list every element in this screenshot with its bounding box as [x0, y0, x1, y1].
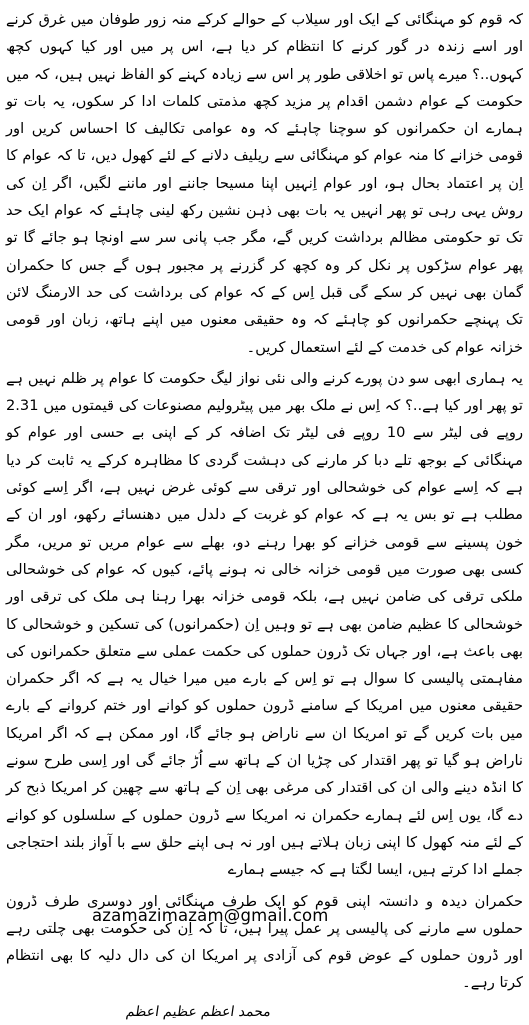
author-byline [6, 999, 523, 1025]
article [6, 6, 523, 1025]
author-email: azamazimazam@gmail.com [92, 906, 329, 925]
article-paragraph-3: حکمران دیدہ و دانستہ اپنی قوم کو ایک طرف مہنگائی اور دوسری طرف ڈرون حملوں سے مارنے کی پالیسی پر عمل پیرا ہیں، تا کہ اِن کی حکومت بھی چلتی رہے اور ڈرون حملوں کے عوض قوم کی آزادی پر امریکا ان کی دال دلیہ کا بھی انتظام کرتا رہے۔ [6, 892, 523, 992]
article-paragraph-1: کہ قوم کو مہنگائی کے ایک اور سیلاب کے حوالے کرکے منہ زور طوفان میں غرق کرنے اور اسے زندہ در گور کرنے کا انتظام کر دیا ہے، اس پر میں اور کیا کہوں کچھ کہوں..؟ میرے پاس تو اخلاقی طور پر اس سے زیادہ کہنے کو الفاظ نہیں ہیں، کہ میں حکومت کے عوام دشمن اقدام پر مزید کچھ مذمتی کلمات ادا کر سکوں، یہ بات تو ہمارے ان حکمرانوں کو سوچنا چاہئے کہ وہ عوامی تکالیف کا احساس کریں اور قومی خزانے کا منہ عوام کو مہنگائی سے ریلیف دلانے کے لئے کھول دیں، تا کہ عوام کا اِن پر اعتماد بحال ہو، اور عوام اِنہیں اپنا مسیحا جاننے اور ماننے لگیں، اگر اِن کی روش یہی رہی تو پھر انہیں یہ بات بھی ذہن نشین رکھ لینی چاہئے کہ عوام ایک حد تک تو حکومتی مظالم برداشت کریں گے، مگر جب پانی سر سے اونچا ہو جائے گا تو پھر عوام سڑکوں پر نکل کر وہ کچھ کر گزرنے پر مجبور ہوں گے جس کا حکمران گمان بھی نہیں کر سکے گی قبل اِس کے کہ عوام کی برداشت کی حد الارمنگ لائن تک پہنچے حکمرانوں کو چاہئے کہ وہ حقیقی معنوں میں اپنے ہاتھ، زبان اور قومی خزانہ عوام کی خدمت کے لئے استعمال کریں۔ [6, 11, 523, 356]
author-name: محمد اعظم عظیم اعظم [124, 1003, 272, 1020]
article-paragraph-2: یہ ہماری ابھی سو دن پورے کرنے والی نئی نواز لیگ حکومت کا عوام پر ظلم نہیں ہے تو پھر اور کیا ہے..؟ کہ اِس نے ملک بھر میں پیٹرولیم مصنوعات کی قیمتوں میں 2.31 روپے فی لیٹر سے 10 روپے فی لیٹر تک اضافہ کر کے اپنی بے حسی اور عوام کو مہنگائی کے بوجھ تلے دبا کر مارنے کی دہشت گردی کا مظاہرہ کرکے یہ ثابت کر دیا ہے کہ اِسے عوام کی خوشحالی اور ترقی سے کوئی غرض نہیں ہے، اگر اِسے کوئی مطلب ہے تو بس یہ ہے کہ عوام کو غربت کے دلدل میں دھنسائے رکھو، اور ان کے خون پسینے سے قومی خزانے کو بھرا رہنے دو، بھلے سے عوام مریں تو مریں، مگر کسی بھی صورت میں قومی خزانہ خالی نہ ہونے پائے، کیوں کہ عوام کی خوشحالی ملکی ترقی کی ضامن نہیں ہے، بلکہ قومی خزانہ بھرا رہنا ہی ملک کی ترقی اور خوشحالی کا عظیم ضامن بھی ہے تو وہیں اِن (حکمرانوں) کی تسکین و خوشحالی کا بھی باعث ہے، اور جہاں تک ڈرون حملوں کی حکمت عملی سے متعلق حکمرانوں کی مفاہمتی پالیسی کا سوال ہے تو اِس کے بارے میں میرا خیال یہ ہے کہ اگر حکمران حقیقی معنوں میں امریکا کے سامنے ڈرون حملوں کو کوانے اور ختم کروانے کے بارے میں بات کریں گے تو امریکا ان سے ناراض ہو جائے گا، اور ممکن ہے کہ اگر امریکا ناراض ہو گیا تو پھر اقتدار کی چڑیا ان کے ہاتھ سے اُڑ جائے گی اور اِسی طرح سونے کا انڈہ دینے والی ان کی اقتدار کی مرغی بھی اِن کے ہاتھ سے چھین کر امریکا ذبح کر دے گا، یوں اِس لئے ہمارے حکمران نہ امریکا سے ڈرون حملوں کے سلسلوں کو کوانے کے لئے منہ کھول کا اپنی زبان ہلاتے ہیں اور نہ ہی اپنے حلق سے با آواز بلند احتجاجی جملے ادا کرتے ہیں، ایسا لگتا ہے کہ جیسے ہمارے [6, 369, 523, 879]
